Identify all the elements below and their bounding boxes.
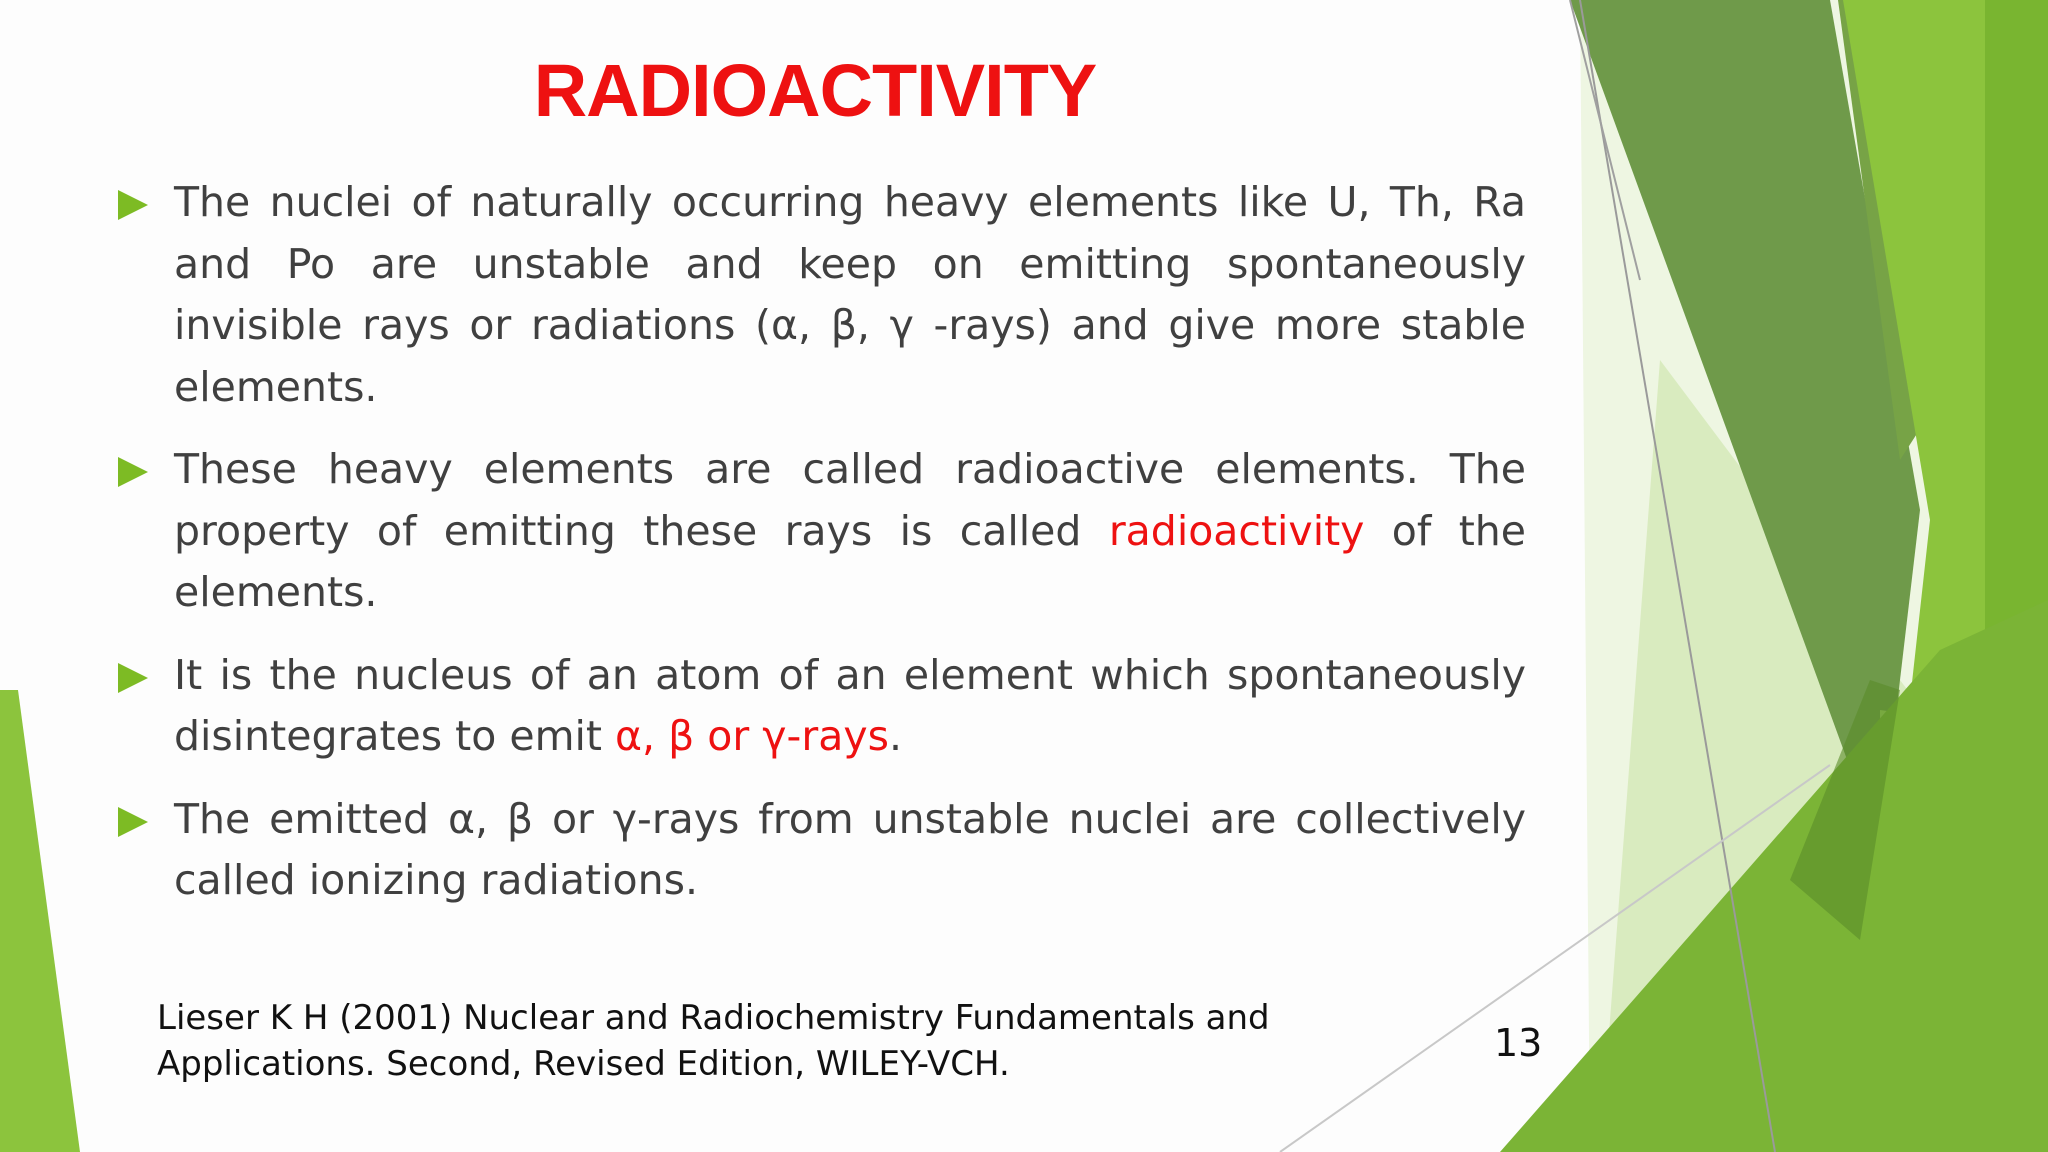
bullet-text-part: It is the nucleus of an atom of an element which spontaneously disintegrates to emit [174,650,1526,760]
bullet-item-2 [116,439,1526,624]
bullet-arrow-icon [118,663,148,693]
bullet-text [174,172,1526,418]
bullet-text [174,645,1526,768]
bullet-text-part: The emitted α, β or γ-rays from unstable nuclei are collectively called ionizing radiations. [174,794,1526,904]
bullet-list [116,172,1526,933]
bullet-text [174,439,1526,624]
reference-line: Applications. Second, Revised Edition, WILEY-VCH. [157,1044,1010,1084]
bullet-text-part: of the elements. [174,506,1527,616]
bullet-text [174,789,1526,912]
bullet-item-3 [116,645,1526,768]
bullet-arrow-icon [118,190,148,220]
bullet-text-part: These heavy elements are called radioactive elements. The property of emitting these rays is called [174,445,1526,555]
bullet-item-4 [116,789,1526,912]
slide-title: RADIOACTIVITY [533,49,1097,132]
green-facet-left-edge [0,690,80,1152]
highlight-radioactivity: radioactivity [1108,506,1365,555]
bullet-arrow-icon [118,457,148,487]
bullet-arrow-icon [118,807,148,837]
highlight-rays: α, β or γ-rays [615,712,889,760]
bullet-text-part: The nuclei of naturally occurring heavy elements like U, Th, Ra and Po are unstable and keep on emitting spontaneously invisible rays or radiations (α, β, γ -rays) and give more stable elements. [174,178,1526,411]
bullet-item-1 [116,172,1526,418]
bullet-text-part: . [888,712,902,760]
reference-line: Lieser K H (2001) Nuclear and Radiochemistry Fundamentals and [157,998,1270,1038]
reference-citation [157,995,1357,1087]
slide-number: 13 [1494,1021,1543,1065]
